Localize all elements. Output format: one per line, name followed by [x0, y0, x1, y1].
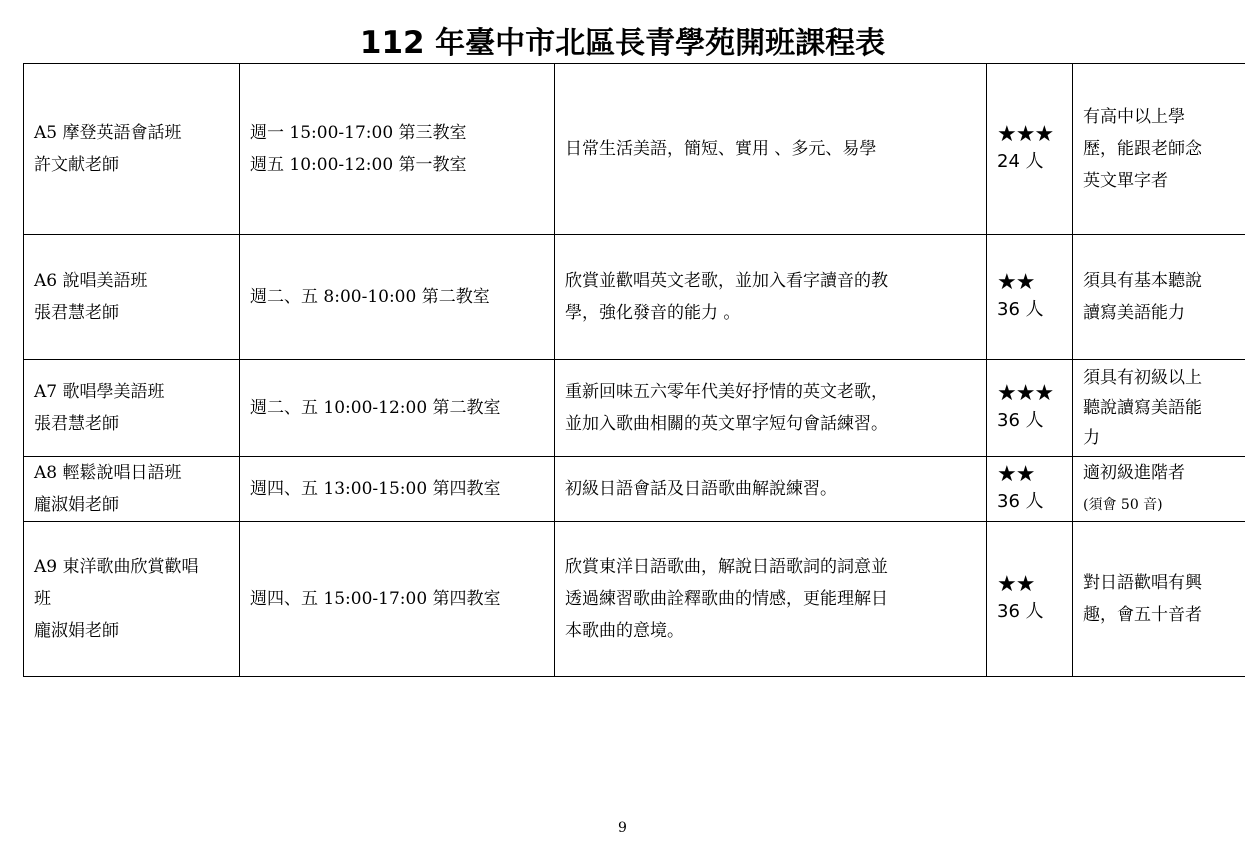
requirement-note: (須會 50 音)	[1083, 497, 1163, 513]
capacity: 36 人	[997, 491, 1044, 512]
time-line: 週二、五 10:00-12:00 第二教室	[250, 398, 501, 418]
teacher-name: 龐淑娟老師	[34, 621, 119, 641]
requirement-line: 讀寫美語能力	[1083, 303, 1185, 323]
level-cell	[987, 64, 1073, 235]
description-line: 透過練習歌曲詮釋歌曲的情感，更能理解日	[565, 589, 888, 609]
description-line: 並加入歌曲相關的英文單字短句會話練習。	[565, 414, 888, 434]
description-cell	[555, 235, 987, 360]
description-cell	[555, 457, 987, 522]
requirement-line: 適初級進階者	[1083, 463, 1185, 483]
description-cell	[555, 522, 987, 677]
requirement-line: 有高中以上學	[1083, 107, 1185, 127]
difficulty-stars: ★★	[997, 270, 1035, 295]
requirement-line: 須具有初級以上	[1083, 368, 1202, 388]
course-cell	[24, 522, 240, 677]
course-cell	[24, 360, 240, 457]
time-cell	[240, 522, 555, 677]
capacity: 36 人	[997, 601, 1044, 622]
requirement-cell	[1073, 235, 1245, 360]
description-line: 本歌曲的意境。	[565, 621, 684, 641]
table-row	[24, 457, 1245, 522]
description-cell	[555, 64, 987, 235]
level-cell	[987, 235, 1073, 360]
table-row	[24, 64, 1245, 235]
requirement-line: 歷，能跟老師念	[1083, 139, 1202, 159]
description-line: 學，強化發音的能力 。	[565, 303, 741, 323]
requirement-cell	[1073, 64, 1245, 235]
description-cell	[555, 360, 987, 457]
course-name-continued: 班	[34, 589, 51, 609]
requirement-line: 趣，會五十音者	[1083, 605, 1202, 625]
page-number: 9	[618, 820, 627, 836]
capacity: 36 人	[997, 299, 1044, 320]
description-line: 日常生活美語，簡短、實用 、多元、易學	[565, 139, 877, 159]
requirement-cell	[1073, 360, 1245, 457]
table-row	[24, 235, 1245, 360]
description-line: 重新回味五六零年代美好抒情的英文老歌，	[565, 382, 888, 402]
course-cell	[24, 235, 240, 360]
time-cell	[240, 360, 555, 457]
teacher-name: 張君慧老師	[34, 414, 119, 434]
requirement-cell	[1073, 522, 1245, 677]
requirement-line: 對日語歡唱有興	[1083, 573, 1202, 593]
description-line: 欣賞東洋日語歌曲，解說日語歌詞的詞意並	[565, 557, 888, 577]
course-name: A6 說唱美語班	[34, 271, 148, 291]
level-cell	[987, 457, 1073, 522]
requirement-cell	[1073, 457, 1245, 522]
difficulty-stars: ★★★	[997, 381, 1054, 406]
course-table	[23, 63, 1245, 677]
teacher-name: 許文献老師	[34, 155, 119, 175]
course-cell	[24, 64, 240, 235]
capacity: 24 人	[997, 151, 1044, 172]
course-name: A7 歌唱學美語班	[34, 382, 165, 402]
time-line: 週五 10:00-12:00 第一教室	[250, 155, 467, 175]
time-line: 週一 15:00-17:00 第三教室	[250, 123, 467, 143]
table-row	[24, 522, 1245, 677]
table-row	[24, 360, 1245, 457]
title-year: 112	[359, 25, 425, 61]
level-cell	[987, 360, 1073, 457]
level-cell	[987, 522, 1073, 677]
course-cell	[24, 457, 240, 522]
teacher-name: 龐淑娟老師	[34, 495, 119, 515]
teacher-name: 張君慧老師	[34, 303, 119, 323]
description-line: 欣賞並歡唱英文老歌，並加入看字讀音的教	[565, 271, 888, 291]
course-name: A9 東洋歌曲欣賞歡唱	[34, 557, 199, 577]
time-cell	[240, 235, 555, 360]
time-cell	[240, 64, 555, 235]
time-cell	[240, 457, 555, 522]
description-line: 初級日語會話及日語歌曲解說練習。	[565, 479, 837, 499]
title-text: 年臺中市北區長青學苑開班課程表	[424, 26, 886, 61]
difficulty-stars: ★★★	[997, 122, 1054, 147]
time-line: 週二、五 8:00-10:00 第二教室	[250, 287, 490, 307]
course-name: A8 輕鬆說唱日語班	[34, 463, 182, 483]
time-line: 週四、五 15:00-17:00 第四教室	[250, 589, 501, 609]
difficulty-stars: ★★	[997, 572, 1035, 597]
requirement-line: 英文單字者	[1083, 171, 1168, 191]
time-line: 週四、五 13:00-15:00 第四教室	[250, 479, 501, 499]
course-name: A5 摩登英語會話班	[34, 123, 182, 143]
capacity: 36 人	[997, 410, 1044, 431]
difficulty-stars: ★★	[997, 462, 1035, 487]
requirement-line: 力	[1083, 428, 1100, 448]
requirement-line: 聽說讀寫美語能	[1083, 398, 1202, 418]
requirement-line: 須具有基本聽說	[1083, 271, 1202, 291]
page-title	[0, 18, 1245, 62]
